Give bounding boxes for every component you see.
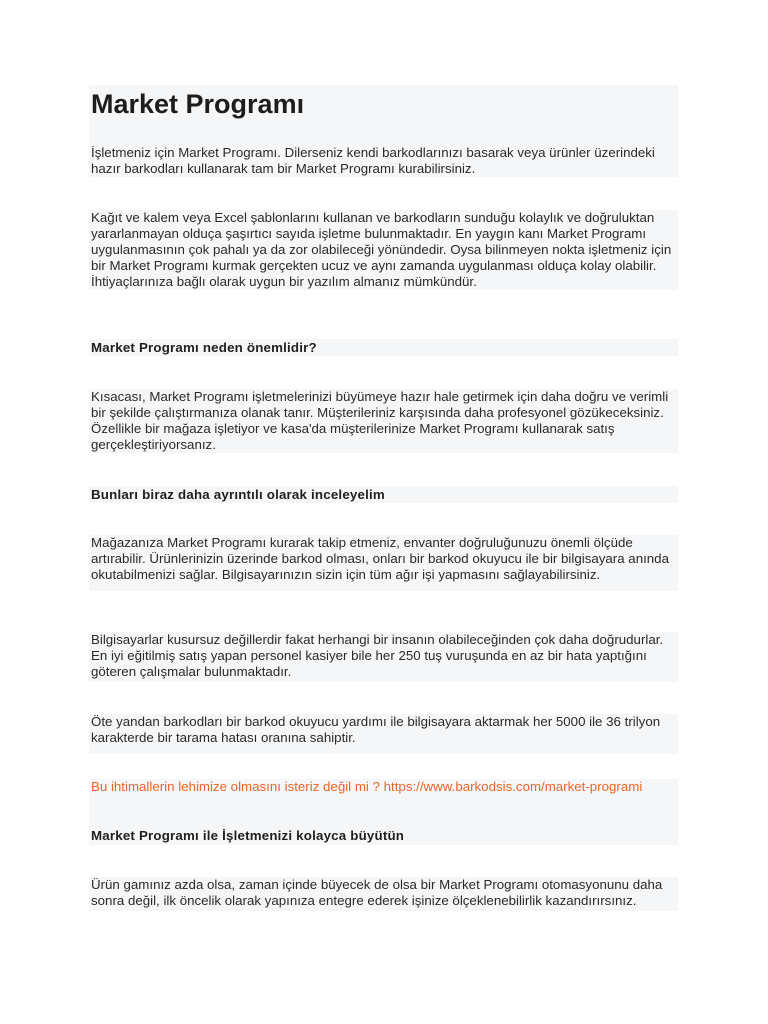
section-heading-2: Bunları biraz daha ayrıntılı olarak inceleyelim — [89, 486, 678, 503]
intro-paragraph: İşletmeniz için Market Programı. Dilerseniz kendi barkodlarınızı basarak veya ürünler üzerindeki hazır barkodları kullanarak tam bir Market Programı kurabilirsiniz. — [91, 145, 655, 176]
page-title: Market Programı — [91, 89, 305, 119]
paragraph-4: Bilgisayarlar kusursuz değillerdir fakat herhangi bir insanın olabileceğinden çok daha doğrudurlar. En iyi eğitilmiş satış yapan personel kasiyer bile her 250 tuş vuruşunda en az bir hata yaptığını göteren çalışmalar bulunmaktadır. — [89, 632, 678, 682]
title-block — [89, 85, 678, 177]
link-lead-text: Bu ihtimallerin lehimize olmasını isteriz değil mi ? — [91, 779, 384, 794]
section-heading-3: Market Programı ile İşletmenizi kolayca büyütün — [91, 828, 405, 843]
paragraph-3: Mağazanıza Market Programı kurarak takip etmeniz, envanter doğruluğunuzu önemli ölçüde artırabilir. Ürünlerinizin üzerinde barkod olması, onları bir barkod okuyucu ile bir bilgisayara anında okutabilmenizi sağlar. Bilgisayarınızın sizin için tüm ağır işi yapmasını sağlayabilirsiniz. — [89, 535, 678, 591]
paragraph-6: Ürün gamınız azda olsa, zaman içinde büyecek de olsa bir Market Programı otomasyonunu daha sonra değil, ilk öncelik olarak yapınıza entegre ederek işinize ölçeklenebilirlik kazandırırsınız. — [89, 877, 678, 911]
paragraph-1: Kağıt ve kalem veya Excel şablonlarını kullanan ve barkodların sunduğu kolaylık ve doğruluktan yararlanmayan olduça şaşırtıcı sayıda işletme bulunmaktadır. En yaygın kanı Market Programı uygulanmasının çok pahalı ya da zor olabileceği yönündedir. Oysa bilinmeyen nokta işletmeniz için bir Market Programı kurmak gerçekten ucuz ve aynı zamanda uygulanması olduça kolay olabilir. İhtiyaçlarınıza bağlı olarak uygun bir yazılım almanız mümkündür. — [89, 210, 678, 290]
paragraph-2: Kısacası, Market Programı işletmelerinizi büyümeye hazır hale getirmek için daha doğru ve verimli bir şekilde çalıştırmanıza olanak tanır. Müşterileriniz karşısında daha profesyonel gözükeceksiniz. Özellikle bir mağaza işletiyor ve kasa'da müşterilerinize Market Programı kullanarak satış gerçekleştiriyorsanız. — [89, 389, 678, 453]
section-heading-1: Market Programı neden önemlidir? — [89, 339, 678, 356]
market-program-link[interactable]: https://www.barkodsis.com/market-programi — [383, 779, 643, 794]
paragraph-5: Öte yandan barkodları bir barkod okuyucu yardımı ile bilgisayara aktarmak her 5000 ile 36 trilyon karakterde bir tarama hatası oranına sahiptir. — [89, 714, 678, 754]
